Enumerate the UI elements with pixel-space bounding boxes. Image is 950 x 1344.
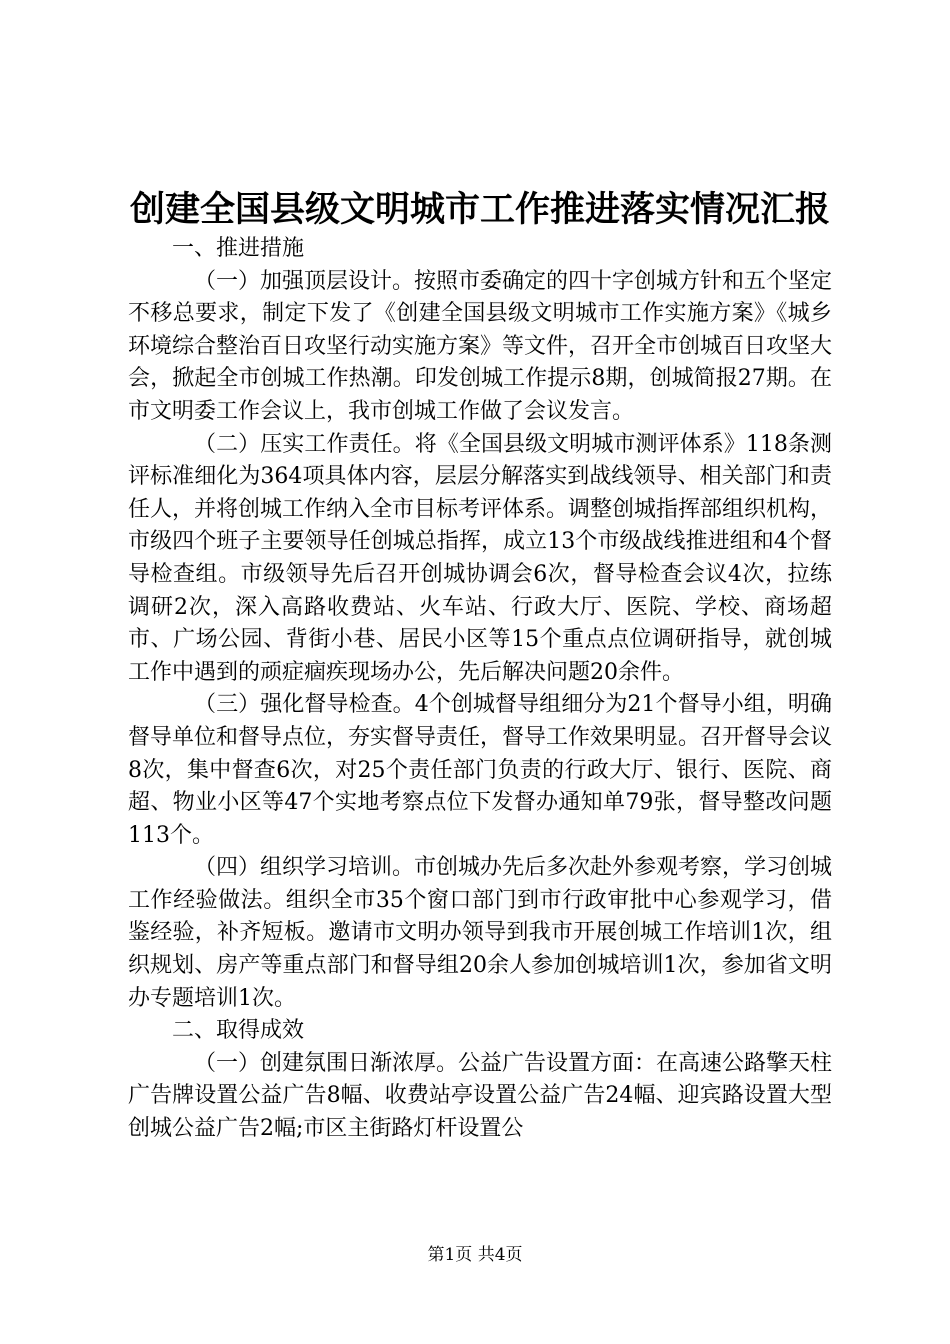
document-title: 创建全国县级文明城市工作推进落实情况汇报: [129, 189, 830, 230]
paragraph-supervision: （三）强化督导检查。4个创城督导组细分为21个督导小组，明确督导单位和督导点位，夯实督导责任，督导工作效果明显。召开督导会议8次，集中督查6次，对25个责任部门负责的行政大厅、银行、医院、商超、物业小区等47个实地考察点位下发督办通知单79张，督导整改问题113个。: [128, 692, 833, 848]
paragraph-training: （四）组织学习培训。市创城办先后多次赴外参观考察，学习创城工作经验做法。组织全市35个窗口部门到市行政审批中心参观学习，借鉴经验，补齐短板。邀请市文明办领导到我市开展创城工作培训1次，组织规划、房产等重点部门和督导组20余人参加创城培训1次，参加省文明办专题培训1次。: [128, 855, 833, 1011]
paragraph-atmosphere: （一）创建氛围日渐浓厚。公益广告设置方面：在高速公路擎天柱广告牌设置公益广告8幅、收费站亭设置公益广告24幅、迎宾路设置大型创城公益广告2幅;市区主街路灯杆设置公: [128, 1050, 833, 1142]
document-body: [128, 233, 832, 1146]
paragraph-work-responsibility: （二）压实工作责任。将《全国县级文明城市测评体系》118条测评标准细化为364项具体内容，层层分解落实到战线领导、相关部门和责任人，并将创城工作纳入全市目标考评体系。调整创城指挥部组织机构，市级四个班子主要领导任创城总指挥，成立13个市级战线推进组和4个督导检查组。市级领导先后召开创城协调会6次，督导检查会议4次，拉练调研2次，深入高路收费站、火车站、行政大厅、医院、学校、商场超市、广场公园、背街小巷、居民小区等15个重点点位调研指导，就创城工作中遇到的顽症痼疾现场办公，先后解决问题20余件。: [128, 431, 833, 685]
paragraph-top-level-design: （一）加强顶层设计。按照市委确定的四十字创城方针和五个坚定不移总要求，制定下发了《创建全国县级文明城市工作实施方案》《城乡环境综合整治百日攻坚行动实施方案》等文件，召开全市创城百日攻坚大会，掀起全市创城工作热潮。印发创城工作提示8期，创城简报27期。在市文明委工作会议上，我市创城工作做了会议发言。: [128, 268, 833, 424]
section-heading-results: 二、取得成效: [172, 1018, 305, 1044]
page-footer: 第1页 共4页: [427, 1245, 523, 1265]
section-heading-measures: 一、推进措施: [172, 236, 305, 261]
